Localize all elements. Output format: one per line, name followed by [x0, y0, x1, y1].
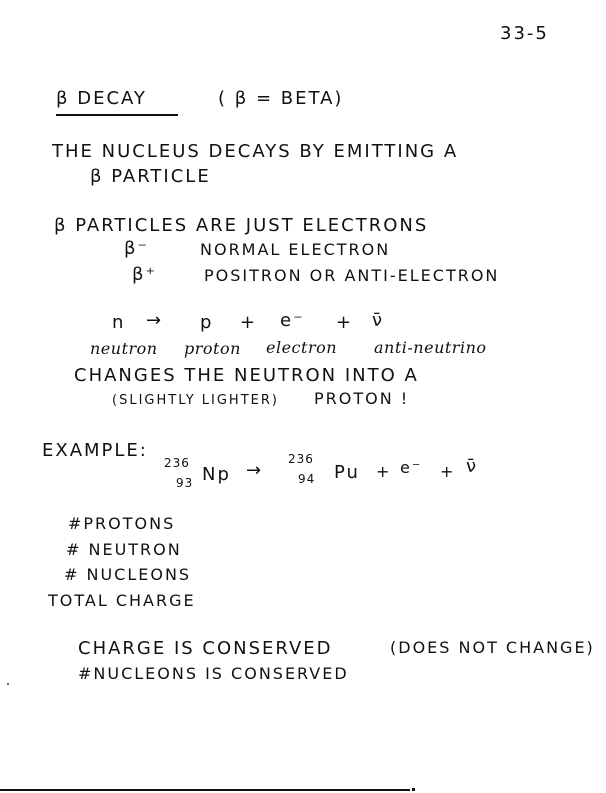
beta-plus-description: POSITRON OR ANTI-ELECTRON [204, 266, 500, 285]
pu-mass-number: 236 [288, 452, 314, 466]
reaction-proton: p [200, 312, 214, 333]
intro-line-1: THE NUCLEUS DECAYS BY EMITTING A [52, 141, 459, 162]
title-underline [56, 114, 178, 116]
change-line-2-paren: (SLIGHTLY LIGHTER) [112, 393, 279, 408]
checklist-item-nucleons: # NUCLEONS [64, 565, 192, 584]
page-title: β DECAY [56, 88, 147, 109]
reaction-antineutrino: ν̄ [372, 310, 385, 331]
reaction-plus-2: + [336, 312, 354, 333]
beta-plus-symbol: β⁺ [132, 264, 157, 285]
label-electron: electron [266, 338, 338, 357]
checklist-item-total-charge: TOTAL CHARGE [48, 591, 196, 610]
example-plus-2: + [440, 462, 456, 481]
bottom-scan-dot [412, 788, 415, 791]
intro-line-2: β PARTICLE [90, 166, 211, 187]
change-line-2-rest: PROTON ! [314, 389, 410, 408]
particles-header: β PARTICLES ARE JUST ELECTRONS [54, 215, 429, 236]
label-proton: proton [184, 339, 241, 358]
example-plus-1: + [376, 462, 392, 481]
conclusion-charge: CHARGE IS CONSERVED [78, 638, 333, 659]
change-line-1: CHANGES THE NEUTRON INTO A [74, 365, 419, 386]
reaction-electron: e⁻ [280, 310, 305, 331]
example-arrow: → [246, 460, 264, 481]
reaction-arrow: → [146, 310, 164, 331]
pu-symbol: Pu [334, 462, 360, 483]
np-symbol: Np [202, 464, 231, 485]
example-label: EXAMPLE: [42, 440, 148, 461]
beta-minus-symbol: β⁻ [124, 238, 149, 259]
example-electron: e⁻ [400, 458, 423, 477]
label-antineutrino: anti-neutrino [374, 338, 487, 357]
np-mass-number: 236 [164, 456, 190, 470]
np-atomic-number: 93 [176, 476, 194, 490]
checklist-item-neutron: # NEUTRON [66, 540, 182, 559]
reaction-plus-1: + [240, 312, 258, 333]
page-number: 33-5 [500, 23, 549, 44]
conclusion-charge-note: (DOES NOT CHANGE) [390, 638, 595, 657]
pu-atomic-number: 94 [298, 472, 316, 486]
example-antineutrino: ν̄ [466, 456, 479, 477]
checklist-item-protons: #PROTONS [68, 514, 176, 533]
beta-minus-description: NORMAL ELECTRON [200, 240, 391, 259]
bottom-scan-line [0, 789, 410, 791]
title-aside: ( β = BETA) [218, 88, 344, 109]
conclusion-nucleons: #NUCLEONS IS CONSERVED [78, 664, 349, 683]
scan-speck [7, 683, 9, 685]
label-neutron: neutron [90, 339, 158, 358]
reaction-neutron: n [112, 312, 126, 333]
